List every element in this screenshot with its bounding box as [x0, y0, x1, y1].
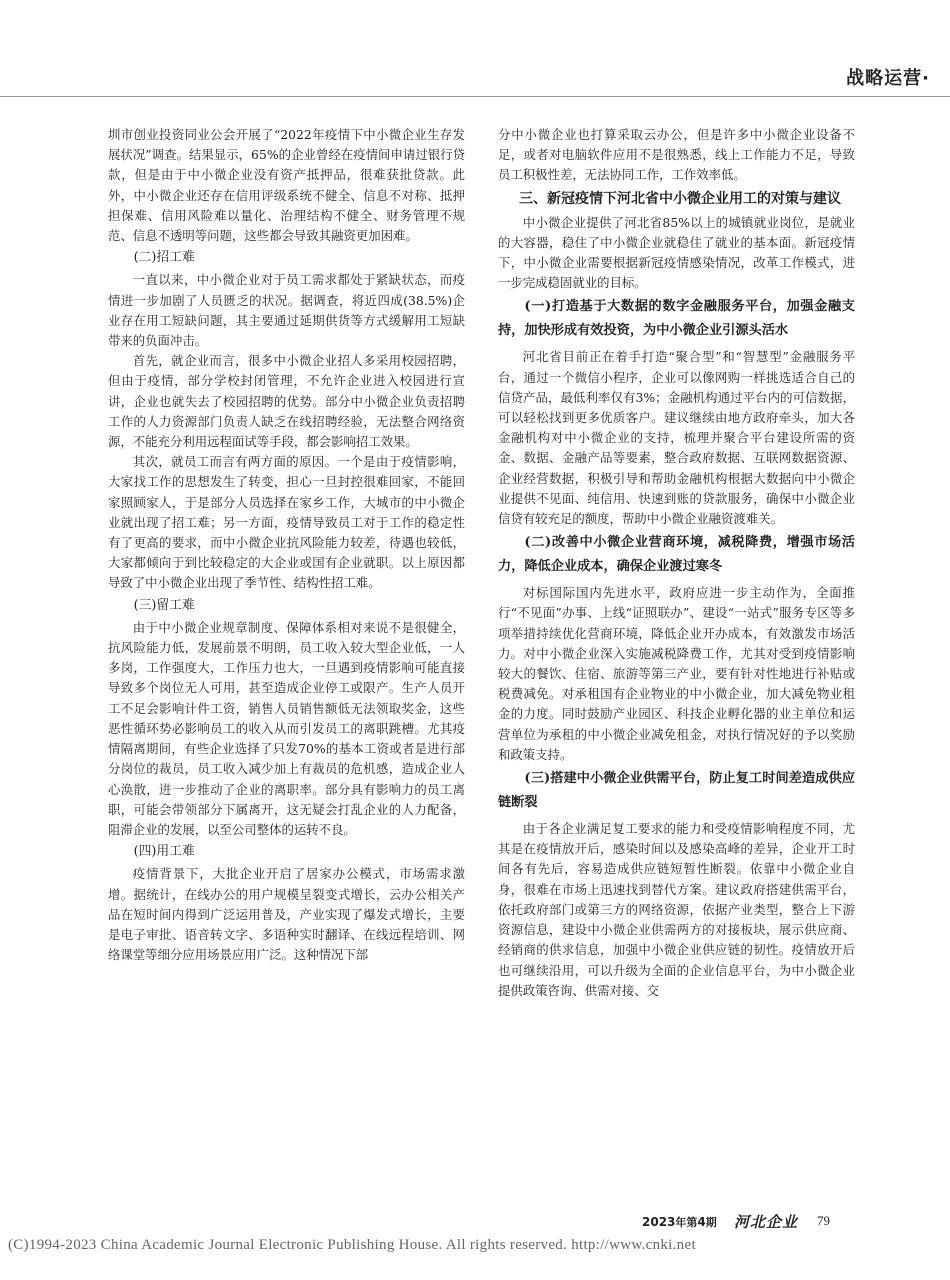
- paragraph: 由于各企业满足复工要求的能力和受疫情影响程度不同，尤其是在疫情放开后，感染时间以及感染高峰的差异，企业开工时间各有先后，容易造成供应链短暂性断裂。依靠中小微企业自身，很难在市场上迅速找到替代方案。建议政府搭建供需平台，依托政府部门或第三方的网络资源，依据产业类型，整合上下游资源信息，建设中小微企业供需两方的对接板块，展示供应商、经销商的供求信息，加强中小微企业供应链的韧性。疫情放开后也可继续沿用，可以升级为全面的企业信息平台，为中小微企业提供政策咨询、供需对接、交: [498, 821, 855, 998]
- subheading-business-environment: (二)改善中小微企业营商环境，减税降费，增强市场活力，降低企业成本，确保企业渡过寒冬: [498, 535, 855, 575]
- page-number: 79: [817, 1213, 830, 1228]
- subheading-recruitment: (二)招工难: [133, 250, 195, 266]
- header-divider: [0, 96, 950, 97]
- paragraph: 对标国际国内先进水平，政府应进一步主动作为，全面推行“不见面”办事、上线“证照联办”、建设“一站式”服务专区等多项举措持续优化营商环境，降低企业开办成本，有效激发市场活力。对中小微企业深入实施减税降费工作，尤其对受到疫情影响较大的餐饮、住宿、旅游等第三产业，要有针对性地进行补贴或税费减免。对承租国有企业物业的中小微企业，加大减免物业租金的力度。同时鼓励产业园区、科技企业孵化器的业主单位和运营单位为承租的中小微企业减免租金，对执行情况好的予以奖励和政策支持。: [498, 585, 855, 762]
- paragraph: 疫情背景下，大批企业开启了居家办公模式，市场需求激增。据统计，在线办公的用户规模呈裂变式增长，云办公相关产品在短时间内得到广泛运用普及，产业实现了爆发式增长，主要是电子审批、语音转文字、多语种实时翻译、在线远程培训、网络课堂等细分应用场景应用广泛。这种情况下部: [108, 866, 465, 963]
- paragraph: 其次，就员工而言有两方面的原因。一个是由于疫情影响，大家找工作的思想发生了转变，担心一旦封控很难回家，不能回家照顾家人，于是部分人员选择在家乡工作，大城市的中小微企业就出现了招工难；另一方面，疫情导致员工对于工作的稳定性有了更高的要求，而中小微企业抗风险能力较差，待遇也较低，大家都倾向于到比较稳定的大企业或国有企业就职。以上原因都导致了中小微企业出现了季节性、结构性招工难。: [108, 454, 465, 591]
- right-column: [498, 125, 855, 1001]
- copyright-watermark: (C)1994-2023 China Academic Journal Electronic Publishing House. All rights reserved. http://www.cnki.net: [8, 1237, 696, 1253]
- paragraph: 由于中小微企业规章制度、保障体系相对来说不是很健全，抗风险能力低，发展前景不明朗，员工收入较大型企业低，一人多岗，工作强度大，工作压力也大，一旦遇到疫情影响可能直接导致多个岗位无人可用，甚至造成企业停工或限产。生产人员开工不足会影响计件工资，销售人员销售额低无法领取奖金，这些恶性循环势必影响员工的收入从而引发员工的离职跳槽。尤其疫情隔离期间，有些企业选择了只发70%的基本工资或者是进行部分岗位的裁员，员工收入减少加上有裁员的危机感，造成企业人心涣散，进一步推动了企业的离职率。部分具有影响力的员工离职，可能会带领部分下属离开，这无疑会打乱企业的人力配备，阻滞企业的发展，以至公司整体的运转不良。: [108, 619, 465, 837]
- paragraph: 首先，就企业而言，很多中小微企业招人多采用校园招聘，但由于疫情，部分学校封闭管理，不允许企业进入校园进行宣讲，企业也就失去了校园招聘的优势。部分中小微企业负责招聘工作的人力资源部门负责人缺乏在线招聘经验，无法整合网络资源，不能充分利用远程面试等手段，都会影响招工效果。: [108, 353, 465, 450]
- section-title: 战略运营·: [846, 68, 930, 89]
- paragraph: 中小微企业提供了河北省85%以上的城镇就业岗位，是就业的大容器，稳住了中小微企业就稳住了就业的基本面。新冠疫情下，中小微企业需要根据新冠疫情感染情况，改革工作模式，进一步完成稳固就业的目标。: [498, 214, 855, 291]
- paragraph: 一直以来，中小微企业对于员工需求都处于紧缺状态，而疫情进一步加剧了人员匮乏的状况。据调查，将近四成(38.5%)企业存在用工短缺问题，其主要通过延期供货等方式缓解用工短缺带来的负面冲击。: [108, 272, 465, 349]
- section-heading: 三、新冠疫情下河北省中小微企业用工的对策与建议: [519, 190, 841, 207]
- subheading-retention: (三)留工难: [133, 597, 195, 613]
- page-footer: [0, 1212, 950, 1236]
- paragraph: 分中小微企业也打算采取云办公，但是许多中小微企业设备不足，或者对电脑软件应用不是很熟悉，线上工作能力不足，导致员工积极性差，无法协同工作，工作效率低。: [498, 127, 855, 183]
- paragraph: 河北省目前正在着手打造“聚合型”和“智慧型”金融服务平台，通过一个微信小程序，企业可以像网购一样挑选适合自己的信贷产品，最低利率仅有3%；金融机构通过平台内的可信数据，可以轻松找到更多优质客户。建议继续由地方政府牵头，加大各金融机构对中小微企业的支持，梳理并聚合平台建设所需的资金、数据、金融产品等要素，整合政府数据、互联网数据资源、企业经营数据，积极引导和帮助金融机构根据大数据向中小微企业提供不见面、纯信用、快速到账的贷款服务，确保中小微企业信贷有较充足的额度，帮助中小微企业融资渡难关。: [498, 349, 855, 527]
- magazine-logo: 河北企业: [734, 1213, 799, 1231]
- paragraph: 圳市创业投资同业公会开展了“2022年疫情下中小微企业生存发展状况”调查。结果显示，65%的企业曾经在疫情间申请过银行贷款，但是由于中小微企业没有资产抵押品，很难获批贷款。此外，中小微企业还存在信用评级系统不健全、信息不对称、抵押担保难、信用风险难以量化、治理结构不健全、财务管理不规范、信息不透明等问题，这些都会导致其融资更加困难。: [108, 127, 465, 244]
- issue-label: 2023年第4期: [642, 1215, 717, 1229]
- subheading-employment: (四)用工难: [133, 844, 195, 860]
- left-column: [108, 125, 465, 965]
- subheading-finance: (一)打造基于大数据的数字金融服务平台，加强金融支持，加快形成有效投资，为中小微企业引源头活水: [498, 299, 855, 339]
- subheading-supply-platform: (三)搭建中小微企业供需平台，防止复工时间差造成供应链断裂: [498, 771, 855, 811]
